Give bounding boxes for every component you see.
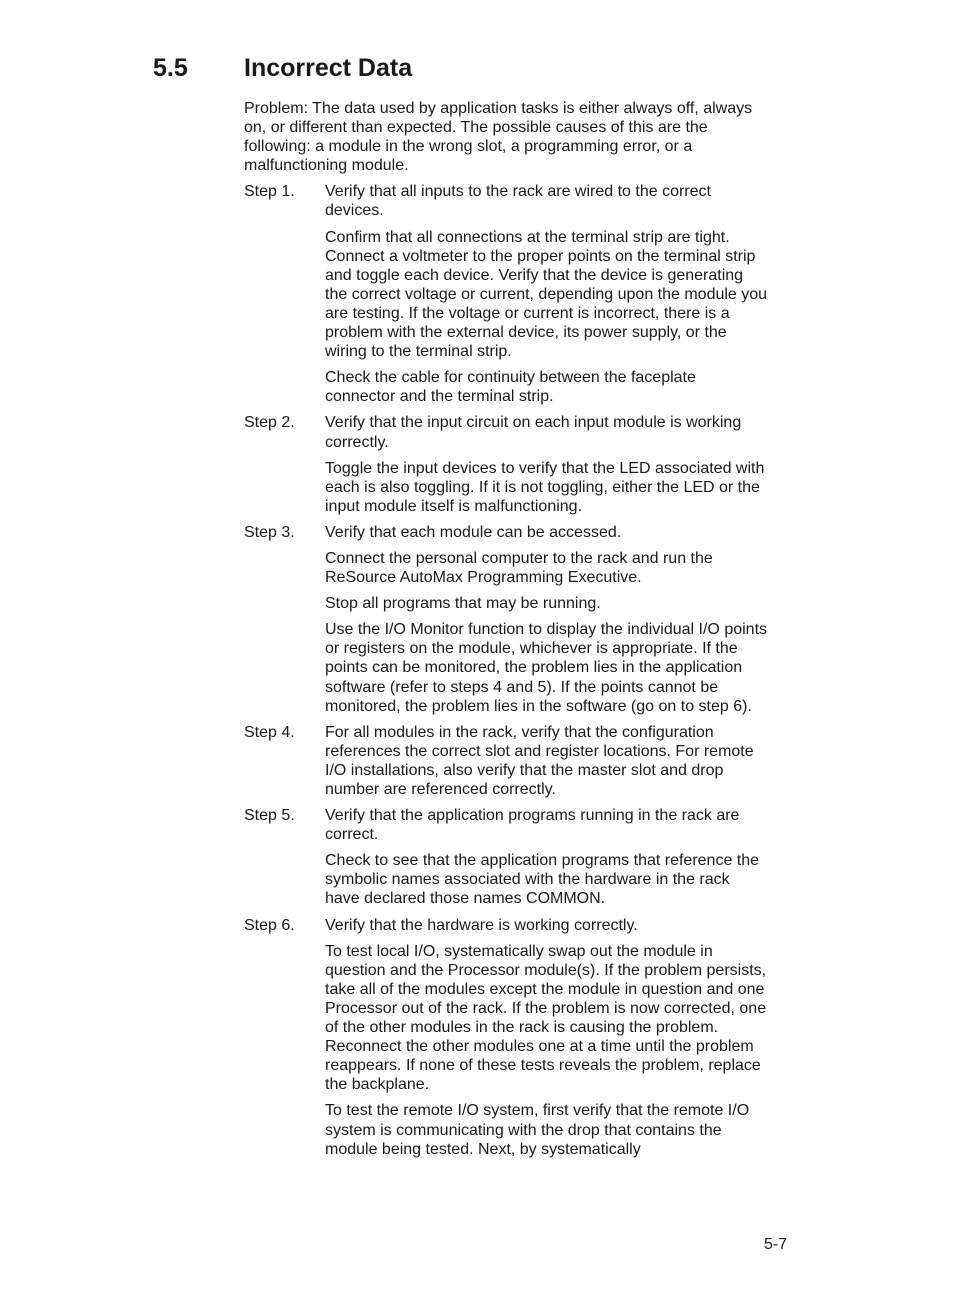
steps-list: [244, 182, 768, 1158]
step-paragraph: Check the cable for continuity between the faceplate connector and the terminal strip.: [325, 369, 696, 406]
step-5: [244, 806, 768, 908]
step-paragraph: Verify that each module can be accessed.: [325, 523, 622, 541]
section-heading: [153, 52, 412, 84]
step-paragraph: Verify that all inputs to the rack are wired to the correct devices.: [325, 183, 711, 220]
step-paragraph: Connect the personal computer to the rack and run the ReSource AutoMax Programming Executive.: [325, 549, 713, 587]
step-body: [325, 806, 768, 908]
intro-paragraph: Problem: The data used by application tasks is either always off, always on, or different than expected. The possible causes of this are the following: a module in the wrong slot, a programming error, or a malfunctioning module.: [244, 100, 753, 175]
step-label: Step 5.: [244, 807, 295, 825]
step-paragraph: To test local I/O, systematically swap out the module in question and the Processor module(s). If the problem persists, take all of the modules except the module in question and one Processor out of the rack. If the problem is now corrected, one of the other modules in the rack is causing the problem. Reconnect the other modules one at a time until the problem reappears. If none of these tests reveals the problem, replace the backplane.: [325, 942, 767, 1094]
step-3: [244, 523, 768, 716]
step-paragraph: Check to see that the application programs that reference the symbolic names associated with the hardware in the rack have declared those names COMMON.: [325, 852, 760, 908]
step-paragraph: Verify that the application programs running in the rack are correct.: [325, 807, 740, 844]
step-2: [244, 413, 768, 515]
step-paragraph: Stop all programs that may be running.: [325, 595, 601, 613]
step-body: [325, 916, 768, 1159]
step-paragraph: Verify that the hardware is working correctly.: [325, 916, 638, 934]
step-1: [244, 182, 768, 406]
step-body: [325, 523, 768, 716]
step-paragraph: For all modules in the rack, verify that the configuration references the correct slot and register locations. For remote I/O installations, also verify that the master slot and drop number are referenced correctly.: [325, 723, 754, 798]
step-body: [325, 182, 768, 406]
step-6: [244, 916, 768, 1159]
step-paragraph: Confirm that all connections at the terminal strip are tight. Connect a voltmeter to the proper points on the terminal strip and toggle each device. Verify that the device is generating the correct voltage or current, depending upon the module you are testing. If the voltage or current is incorrect, there is a problem with the external device, its power supply, or the wiring to the terminal strip.: [325, 228, 768, 361]
step-label: Step 1.: [244, 183, 295, 201]
step-label: Step 4.: [244, 723, 295, 741]
step-body: [325, 723, 768, 799]
step-label: Step 2.: [244, 414, 295, 432]
step-label: Step 6.: [244, 916, 295, 934]
step-paragraph: Use the I/O Monitor function to display the individual I/O points or registers on the module, whichever is appropriate. If the points can be monitored, the problem lies in the application software (refer to steps 4 and 5). If the points cannot be monitored, the problem lies in the software (go on to step 6).: [325, 621, 768, 715]
step-label: Step 3.: [244, 523, 295, 541]
section-title: Incorrect Data: [244, 54, 413, 82]
step-paragraph: To test the remote I/O system, first verify that the remote I/O system is communicating with the drop that contains the module being tested. Next, by systematically: [325, 1102, 750, 1158]
section-content: [244, 99, 768, 1166]
page-number: 5-7: [764, 1236, 788, 1253]
step-paragraph: Verify that the input circuit on each input module is working correctly.: [325, 414, 742, 451]
step-paragraph: Toggle the input devices to verify that the LED associated with each is also toggling. If it is not toggling, either the LED or the input module itself is malfunctioning.: [325, 459, 765, 515]
section-number: 5.5: [153, 54, 188, 82]
step-body: [325, 413, 768, 515]
step-4: [244, 723, 768, 799]
